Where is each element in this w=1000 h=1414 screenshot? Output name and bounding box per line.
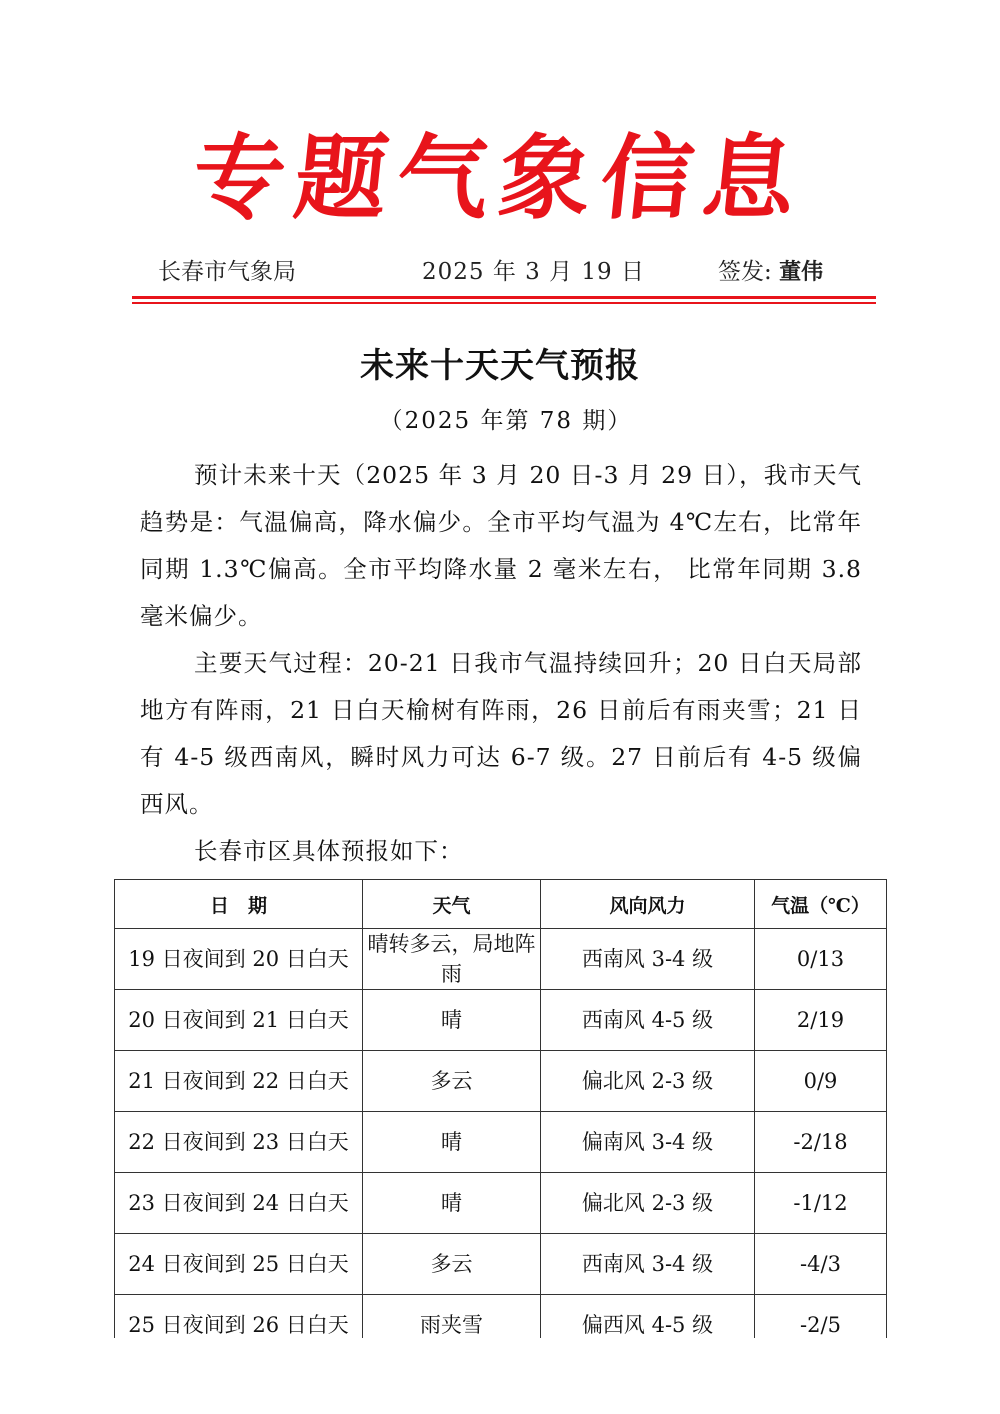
cell-temperature: 2/19	[755, 990, 887, 1051]
cell-weather: 多云	[363, 1234, 541, 1295]
sign-label: 签发:	[718, 259, 772, 285]
header-temperature: 气温（℃）	[755, 880, 887, 929]
header-weather: 天气	[363, 880, 541, 929]
cell-weather: 晴	[363, 1173, 541, 1234]
banner-title: 专题气象信息	[187, 124, 811, 232]
cell-weather: 雨夹雪	[363, 1295, 541, 1339]
cell-temperature: -1/12	[755, 1173, 887, 1234]
cell-date: 24 日夜间到 25 日白天	[115, 1234, 363, 1295]
cell-date: 19 日夜间到 20 日白天	[115, 929, 363, 990]
cell-wind: 偏西风 4-5 级	[541, 1295, 755, 1339]
summary-paragraph: 预计未来十天（2025 年 3 月 20 日-3 月 29 日），我市天气趋势是：气温偏高，降水偏少。全市平均气温为 4℃左右，比常年同期 1.3℃偏高。全市平均降水量 2 毫米左右， 比常年同期 3.8 毫米偏少。	[140, 461, 862, 630]
header-wind: 风向风力	[541, 880, 755, 929]
cell-date: 22 日夜间到 23 日白天	[115, 1112, 363, 1173]
cell-date: 20 日夜间到 21 日白天	[115, 990, 363, 1051]
cell-temperature: -2/18	[755, 1112, 887, 1173]
forecast-table	[114, 879, 887, 1338]
cell-weather: 晴	[363, 1112, 541, 1173]
cell-weather: 多云	[363, 1051, 541, 1112]
cell-temperature: 0/13	[755, 929, 887, 990]
header-divider-thin	[132, 302, 876, 304]
cell-temperature: -2/5	[755, 1295, 887, 1339]
table-row	[115, 1051, 887, 1112]
cell-wind: 西南风 3-4 级	[541, 929, 755, 990]
issue-date: 2025 年 3 月 19 日	[422, 259, 645, 285]
table-intro: 长春市区具体预报如下：	[194, 837, 464, 865]
header-date: 日 期	[115, 880, 363, 929]
cell-wind: 西南风 3-4 级	[541, 1234, 755, 1295]
issue-number: （2025 年第 78 期）	[379, 408, 633, 434]
cell-wind: 偏南风 3-4 级	[541, 1112, 755, 1173]
cell-wind: 偏北风 2-3 级	[541, 1051, 755, 1112]
table-row	[115, 990, 887, 1051]
cell-weather: 晴转多云，局地阵雨	[363, 929, 541, 990]
cell-wind: 西南风 4-5 级	[541, 990, 755, 1051]
header-divider	[132, 296, 876, 299]
cell-weather: 晴	[363, 990, 541, 1051]
signatory	[718, 253, 823, 286]
table-row	[115, 1112, 887, 1173]
cell-date: 23 日夜间到 24 日白天	[115, 1173, 363, 1234]
cell-wind: 偏北风 2-3 级	[541, 1173, 755, 1234]
table-row	[115, 929, 887, 990]
document-title: 未来十天天气预报	[360, 346, 640, 386]
weather-process-paragraph: 主要天气过程：20-21 日我市气温持续回升；20 日白天局部地方有阵雨，21 日白天榆树有阵雨，26 日前后有雨夹雪；21 日有 4-5 级西南风，瞬时风力可达 6-7 级。27 日前后有 4-5 级偏西风。	[140, 649, 862, 818]
cell-date: 21 日夜间到 22 日白天	[115, 1051, 363, 1112]
table-row	[115, 1295, 887, 1339]
table-row	[115, 1234, 887, 1295]
cell-temperature: -4/3	[755, 1234, 887, 1295]
table-row	[115, 1173, 887, 1234]
cell-temperature: 0/9	[755, 1051, 887, 1112]
forecast-table-container	[114, 879, 887, 1338]
cell-date: 25 日夜间到 26 日白天	[115, 1295, 363, 1339]
table-header-row	[115, 880, 887, 929]
signatory-name: 董伟	[779, 259, 824, 285]
issuing-organization: 长春市气象局	[158, 259, 296, 285]
